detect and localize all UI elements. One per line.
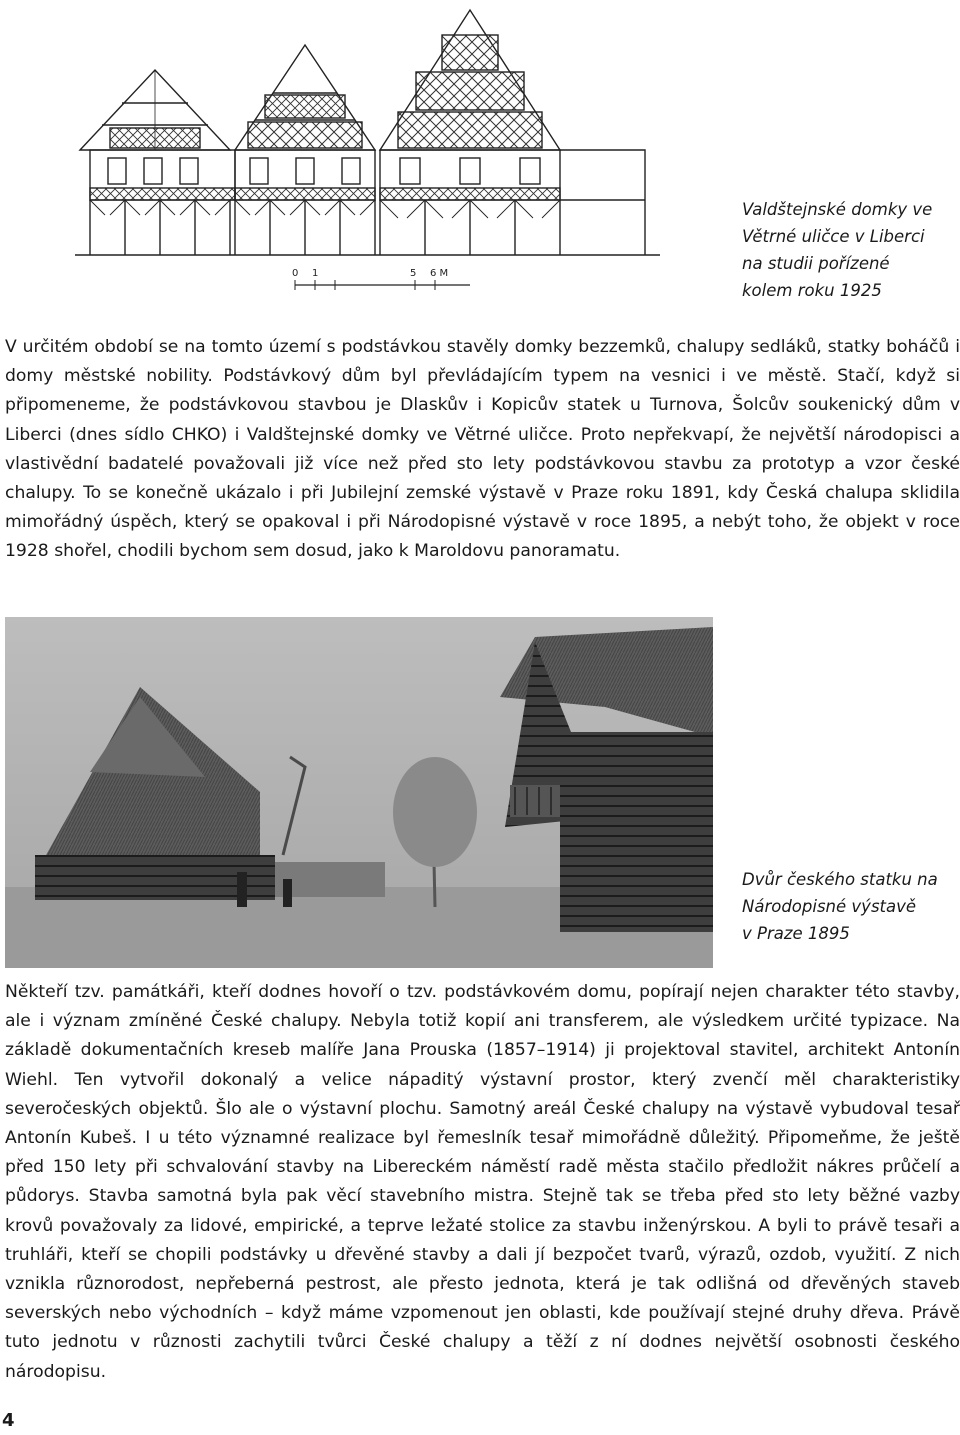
architectural-drawing-figure [70,0,670,300]
drawing-caption: Valdštejnské domky ve Větrné uličce v Liberci na studii pořízené kolem roku 1925 [742,200,933,300]
scale-label-1: 1 [312,268,319,279]
paragraph-2: Někteří tzv. památkáři, kteří dodnes hovoří o tzv. podstávkovém domu, popírají nejen charakter této stavby, ale i význam zmíněné České chalupy. Nebyla totiž kopií ani transferem, ale výsledkem určité typizace. Na základě dokumentačních kreseb malíře Jana Prouska (1857–1914) ji projektoval stavitel, architekt Antonín Wiehl. Ten vytvořil dokonalý a velice nápaditý výstavní prostor, který zvenčí měl charakteristiky severočeských objektů. Šlo ale o výstavní plochu. Samotný areál České chalupy na výstavě vybudoval tesař Antonín Kubeš. I u této významné realizace byl řemeslník tesař mimořádně důležitý. Připomeňme, že ještě před 150 lety při schvalování stavby na Libereckém náměstí radě města stačilo předložit nákres průčelí a půdorys. Stavba samotná byla pak věcí stavebního mistra. Stejně tak se třeba před sto lety běžné vazby krovů považovaly za lidové, empirické, a teprve ležaté stolice za stavbu inženýrskou. A byli to právě tesaři a truhláři, kteří se chopili podstávky u dřevěné stavby a dali jí bezpočet tvarů, výrazů, ozdob, využití. Z nich vznikla různorodost, nepřeberná pestrost, ale přesto jednota, která je tak odlišná od dřevěných staveb severských nebo východních – když máme vzpomenout jen oblasti, kde používají stejné druhy dřeva. Právě tuto jednotu v různosti zachytili tvůrci České chalupy a těží z ní dodnes největší osobnosti českého národopisu. [5,982,960,1382]
scale-label-6m: 6 M [430,268,449,279]
farmstead-photo-figure [5,617,713,968]
house-1-gable [80,70,235,255]
scale-bar [295,280,470,290]
paragraph-1: V určitém období se na tomto území s podstávkou stavěly domky bezzemků, chalupy sedláků, statky boháčů i domy městské nobility. Podstávkový dům byl převládajícím typem na vesnici i ve městě. Stačí, když si připomeneme, že podstávkovou stavbou je Dlaskův i Kopicův statek u Turnova, Šolcův soukenický dům v Liberci (dnes sídlo CHKO) i Valdštejnské domky ve Větrné uličce. Proto nepřekvapí, že největší národopisci a vlastivědní badatelé považovali již více než před sto lety podstávkovou stavbu za prototyp a vzor české chalupy. To se konečně ukázalo i při Jubilejní zemské výstavě v Praze roku 1891, kdy Česká chalupa sklidila mimořádný úspěch, který se opakoval i při Národopisné výstavě v roce 1895, a nebýt toho, že objekt v roce 1928 shořel, chodili bychom sem dosud, jako k Maroldovu panoramatu. [5,337,960,562]
page-number: 4 [2,1410,15,1431]
scale-label-0: 0 [292,268,299,279]
scale-label-5: 5 [410,268,417,279]
half-timbered-houses-drawing [70,0,670,300]
house-2-gable [235,45,375,255]
photo-caption: Dvůr českého statku na Národopisné výstavě v Praze 1895 [742,870,938,943]
house-3-gable [380,10,560,255]
farmstead-photo [5,617,713,968]
